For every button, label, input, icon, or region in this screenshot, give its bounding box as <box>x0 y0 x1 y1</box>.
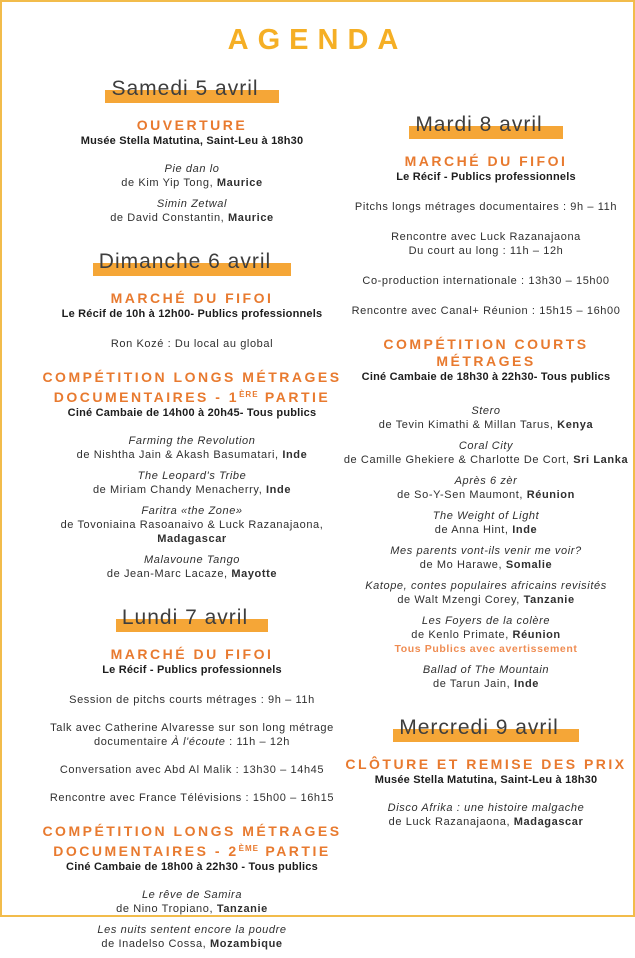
film-entry <box>24 469 360 497</box>
film-credit: de Inadelso Cossa, Mozambique <box>101 938 283 950</box>
film-credit: de Nino Tropiano, Tanzanie <box>116 903 268 915</box>
film-credit: de Walt Mzengi Corey, Tanzanie <box>397 594 575 606</box>
day-heading-label: Mardi 8 avril <box>409 112 562 139</box>
section-competition-courts <box>342 336 630 384</box>
film-entry <box>342 579 630 607</box>
film-country: Inde <box>512 524 538 536</box>
film-country-line <box>24 532 360 546</box>
film-entry <box>342 544 630 572</box>
film-credit: de Jean-Marc Lacaze, Mayotte <box>106 568 278 580</box>
event-list <box>24 693 360 805</box>
film-title: Stero <box>471 405 501 417</box>
film-list <box>24 888 360 951</box>
section-cloture <box>342 756 630 787</box>
section-venue: Ciné Cambaie de 18h00 à 22h30 - Tous publics <box>66 861 318 873</box>
film-list <box>342 404 630 691</box>
film-title: Après 6 zèr <box>454 475 518 487</box>
section-title: MARCHÉ DU FIFOI <box>110 646 274 662</box>
film-country: Tanzanie <box>216 903 268 915</box>
event-item: Talk avec Catherine Alvaresse sur son long métrage documentaire À l'écoute : 11h – 12h <box>50 722 334 748</box>
day-heading-dimanche-6 <box>24 249 360 276</box>
film-entry <box>342 614 630 656</box>
film-credit: de So-Y-Sen Maumont, Réunion <box>397 489 575 501</box>
ordinal-superscript: ÈRE <box>239 390 259 399</box>
film-country: Mayotte <box>231 568 278 580</box>
section-ouverture <box>24 117 360 148</box>
film-entry <box>342 801 630 829</box>
section-marche-fifoi-lundi <box>24 646 360 677</box>
film-country: Somalie <box>505 559 553 571</box>
day-heading-mardi-8 <box>342 112 630 139</box>
film-title: Coral City <box>458 440 514 452</box>
film-country: Maurice <box>228 212 274 224</box>
section-title: COMPÉTITION LONGS MÉTRAGES DOCUMENTAIRES - 1ÈRE PARTIE <box>42 369 342 405</box>
section-title: OUVERTURE <box>136 117 248 133</box>
film-credit: de Tevin Kimathi & Millan Tarus, Kenya <box>378 419 594 431</box>
section-venue: Musée Stella Matutina, Saint-Leu à 18h30 <box>374 774 598 786</box>
day-heading-samedi-5 <box>24 76 360 103</box>
film-credit: de Tovoniaina Rasoanaivo & Luck Razanajaona, <box>60 519 324 531</box>
film-title: Les nuits sentent encore la poudre <box>97 924 287 936</box>
film-title: Farming the Revolution <box>128 435 256 447</box>
film-country: Kenya <box>557 419 594 431</box>
section-title: COMPÉTITION LONGS MÉTRAGES DOCUMENTAIRES - 2ÈME PARTIE <box>42 823 342 859</box>
film-title: Pie dan lo <box>164 163 220 175</box>
left-column <box>24 76 360 958</box>
event-item: Co-production internationale : 13h30 – 15h00 <box>362 275 610 287</box>
film-title: Malavoune Tango <box>143 554 241 566</box>
film-credit: de Camille Ghekiere & Charlotte De Cort, Sri Lanka <box>343 454 629 466</box>
day-heading-label: Dimanche 6 avril <box>93 249 291 276</box>
ordinal-superscript: ÈME <box>238 844 259 853</box>
film-country: Inde <box>513 678 539 690</box>
event-item: Pitchs longs métrages documentaires : 9h – 11h <box>354 201 618 213</box>
film-country: Madagascar <box>513 816 584 828</box>
film-title: Mes parents vont-ils venir me voir? <box>390 545 582 557</box>
section-competition-longs-2 <box>24 823 360 874</box>
event-item: Ron Kozé : Du local au global <box>110 338 274 350</box>
film-country: Mozambique <box>210 938 283 950</box>
section-title: COMPÉTITION COURTS MÉTRAGES <box>383 336 589 369</box>
section-marche-fifoi-dim <box>24 290 360 321</box>
film-country: Madagascar <box>157 533 227 545</box>
film-list <box>24 434 360 581</box>
film-entry <box>24 504 360 546</box>
event-item: Rencontre avec Luck Razanajaona Du court au long : 11h – 12h <box>391 231 581 257</box>
film-entry <box>342 474 630 502</box>
film-country: Tanzanie <box>523 594 575 606</box>
day-heading-label: Samedi 5 avril <box>105 76 278 103</box>
section-marche-fifoi-mardi <box>342 153 630 184</box>
day-heading-label: Lundi 7 avril <box>116 605 268 632</box>
film-rating-note: Tous Publics avec avertissement <box>394 643 578 655</box>
film-title: Katope, contes populaires africains revisités <box>365 580 607 592</box>
film-title: Simin Zetwal <box>156 198 228 210</box>
film-entry <box>24 162 360 190</box>
film-credit: de Luck Razanajaona, Madagascar <box>388 816 584 828</box>
section-venue: Ciné Cambaie de 14h00 à 20h45- Tous publics <box>67 407 317 419</box>
film-title: Les Foyers de la colère <box>421 615 551 627</box>
film-entry <box>342 509 630 537</box>
film-title: Ballad of The Mountain <box>422 664 550 676</box>
film-entry <box>24 434 360 462</box>
film-credit: de Mo Harawe, Somalie <box>419 559 553 571</box>
section-title: CLÔTURE ET REMISE DES PRIX <box>345 756 627 772</box>
day-heading-label: Mercredi 9 avril <box>393 715 579 742</box>
section-title: MARCHÉ DU FIFOI <box>110 290 274 306</box>
event-list <box>24 337 360 351</box>
film-credit: de Tarun Jain, Inde <box>433 678 539 690</box>
film-credit: de Miriam Chandy Menacherry, Inde <box>92 484 292 496</box>
film-title: The Weight of Light <box>432 510 540 522</box>
film-entry <box>342 404 630 432</box>
film-country: Inde <box>282 449 308 461</box>
event-item: Session de pitchs courts métrages : 9h – 11h <box>69 694 315 706</box>
event-item: Rencontre avec Canal+ Réunion : 15h15 – 16h00 <box>351 305 621 317</box>
section-venue: Le Récif - Publics professionnels <box>102 664 282 676</box>
film-list <box>24 162 360 225</box>
film-list <box>342 801 630 829</box>
film-entry <box>24 197 360 225</box>
section-venue: Ciné Cambaie de 18h30 à 22h30- Tous publics <box>361 371 611 383</box>
film-title: The Leopard's Tribe <box>137 470 247 482</box>
event-list <box>342 200 630 318</box>
film-credit: de Anna Hint, Inde <box>434 524 538 536</box>
film-entry <box>24 923 360 951</box>
film-title: Disco Afrika : une histoire malgache <box>387 802 585 814</box>
day-heading-lundi-7 <box>24 605 360 632</box>
film-entry <box>342 439 630 467</box>
film-title: Faritra «the Zone» <box>141 505 243 517</box>
film-entry <box>342 663 630 691</box>
film-country: Inde <box>266 484 292 496</box>
film-entry <box>24 553 360 581</box>
day-heading-mercredi-9 <box>342 715 630 742</box>
film-country: Réunion <box>512 629 561 641</box>
film-entry <box>24 888 360 916</box>
page-title: AGENDA <box>227 24 408 56</box>
film-country: Maurice <box>216 177 263 189</box>
section-venue: Le Récif - Publics professionnels <box>396 171 576 183</box>
section-title: MARCHÉ DU FIFOI <box>404 153 568 169</box>
film-title: Le rêve de Samira <box>141 889 243 901</box>
film-country: Réunion <box>526 489 575 501</box>
section-venue: Le Récif de 10h à 12h00- Publics professionnels <box>61 308 323 320</box>
film-credit: de David Constantin, Maurice <box>110 212 274 224</box>
event-item: Conversation avec Abd Al Malik : 13h30 – 14h45 <box>59 764 325 776</box>
film-title-inline: À l'écoute <box>171 736 226 748</box>
section-competition-longs-1 <box>24 369 360 420</box>
film-credit: de Kim Yip Tong, Maurice <box>121 177 263 189</box>
film-credit: de Nishtha Jain & Akash Basumatari, Inde <box>76 449 308 461</box>
film-credit: de Kenlo Primate, Réunion <box>411 629 561 641</box>
right-column <box>342 112 630 836</box>
section-venue: Musée Stella Matutina, Saint-Leu à 18h30 <box>80 135 304 147</box>
event-item: Rencontre avec France Télévisions : 15h00 – 16h15 <box>49 792 335 804</box>
film-country: Sri Lanka <box>573 454 629 466</box>
